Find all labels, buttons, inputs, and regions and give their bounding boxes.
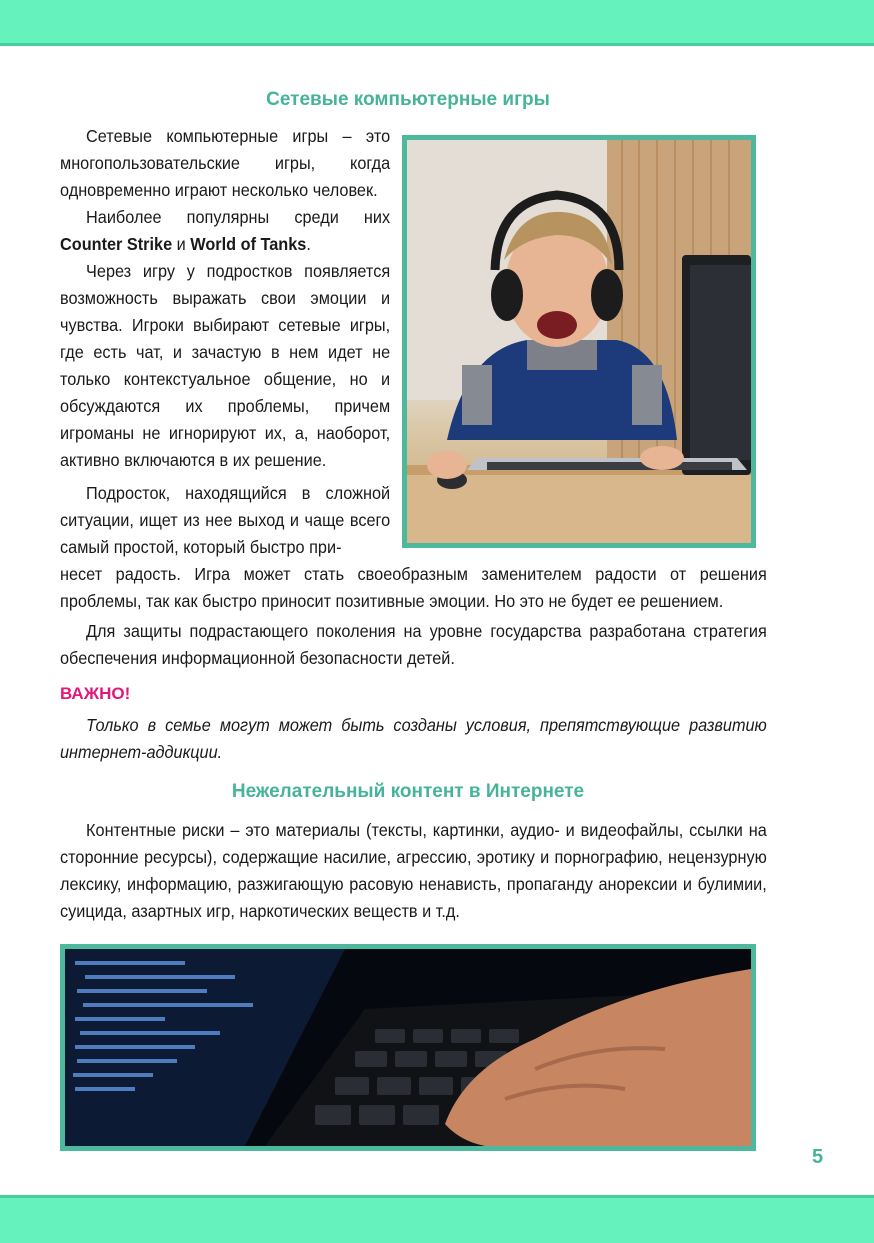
game-world-of-tanks: World of Tanks — [190, 234, 307, 254]
section-heading-online-games: Сетевые компьютерные игры — [266, 89, 550, 110]
keyboard-typing-illustration — [65, 949, 751, 1146]
photo-keyboard-typing — [60, 944, 756, 1151]
paragraph-teen-situation-tail: несет радость. Игра может стать своеобразным заменителем радости от решения проблемы, так как быстро приносит позитивные эмоции. Но это не будет ее решением. — [60, 564, 767, 611]
bottom-band — [0, 1195, 874, 1243]
conjunction: и — [176, 234, 186, 254]
important-label: ВАЖНО! — [60, 684, 131, 703]
popular-games-intro: Наиболее популярны среди них — [86, 207, 391, 227]
important-text: Только в семье могут может быть созданы условия, препятствующие развитию интернет-аддикции. — [60, 715, 767, 762]
paragraph-emotions: Через игру у подростков появляется возможность выражать свои эмоции и чувства. Игроки выбирают сетевые игры, где есть чат, и зачастую в нем идет не только контекстуальное общение, но и обсуждаются их проблемы, причем игроманы не игнорируют их, а, наоборот, активно включаются в их решение. — [60, 261, 391, 470]
section-heading-unwanted-content: Нежелательный контент в Интернете — [231, 781, 585, 802]
paragraph-state-strategy: Для защиты подрастающего поколения на уровне государства разработана стратегия обеспечения информационной безопасности детей. — [60, 621, 767, 668]
paragraph-content-risks: Контентные риски – это материалы (тексты, картинки, аудио- и видеофайлы, ссылки на сторонние ресурсы), содержащие насилие, агрессию, эротику и порнографию, нецензурную лексику, информацию, разжигающую расовую ненависть, пропаганду анорексии и булимии, суицида, азартных игр, наркотических веществ и т.д. — [60, 820, 767, 921]
period: . — [306, 234, 311, 254]
page-number: 5 — [812, 1146, 824, 1168]
game-counter-strike: Counter Strike — [60, 234, 173, 254]
paragraph-teen-situation — [60, 480, 767, 615]
paragraph-definition: Сетевые компьютерные игры – это многопользовательские игры, когда одновременно играют несколько человек. — [60, 126, 391, 200]
paragraph-popular-games — [60, 204, 390, 258]
top-band — [0, 0, 874, 46]
paragraph-teen-situation-lead: Подросток, находящийся в сложной ситуации, ищет из нее выход и чаще всего самый простой, который быстро при- — [60, 483, 391, 557]
